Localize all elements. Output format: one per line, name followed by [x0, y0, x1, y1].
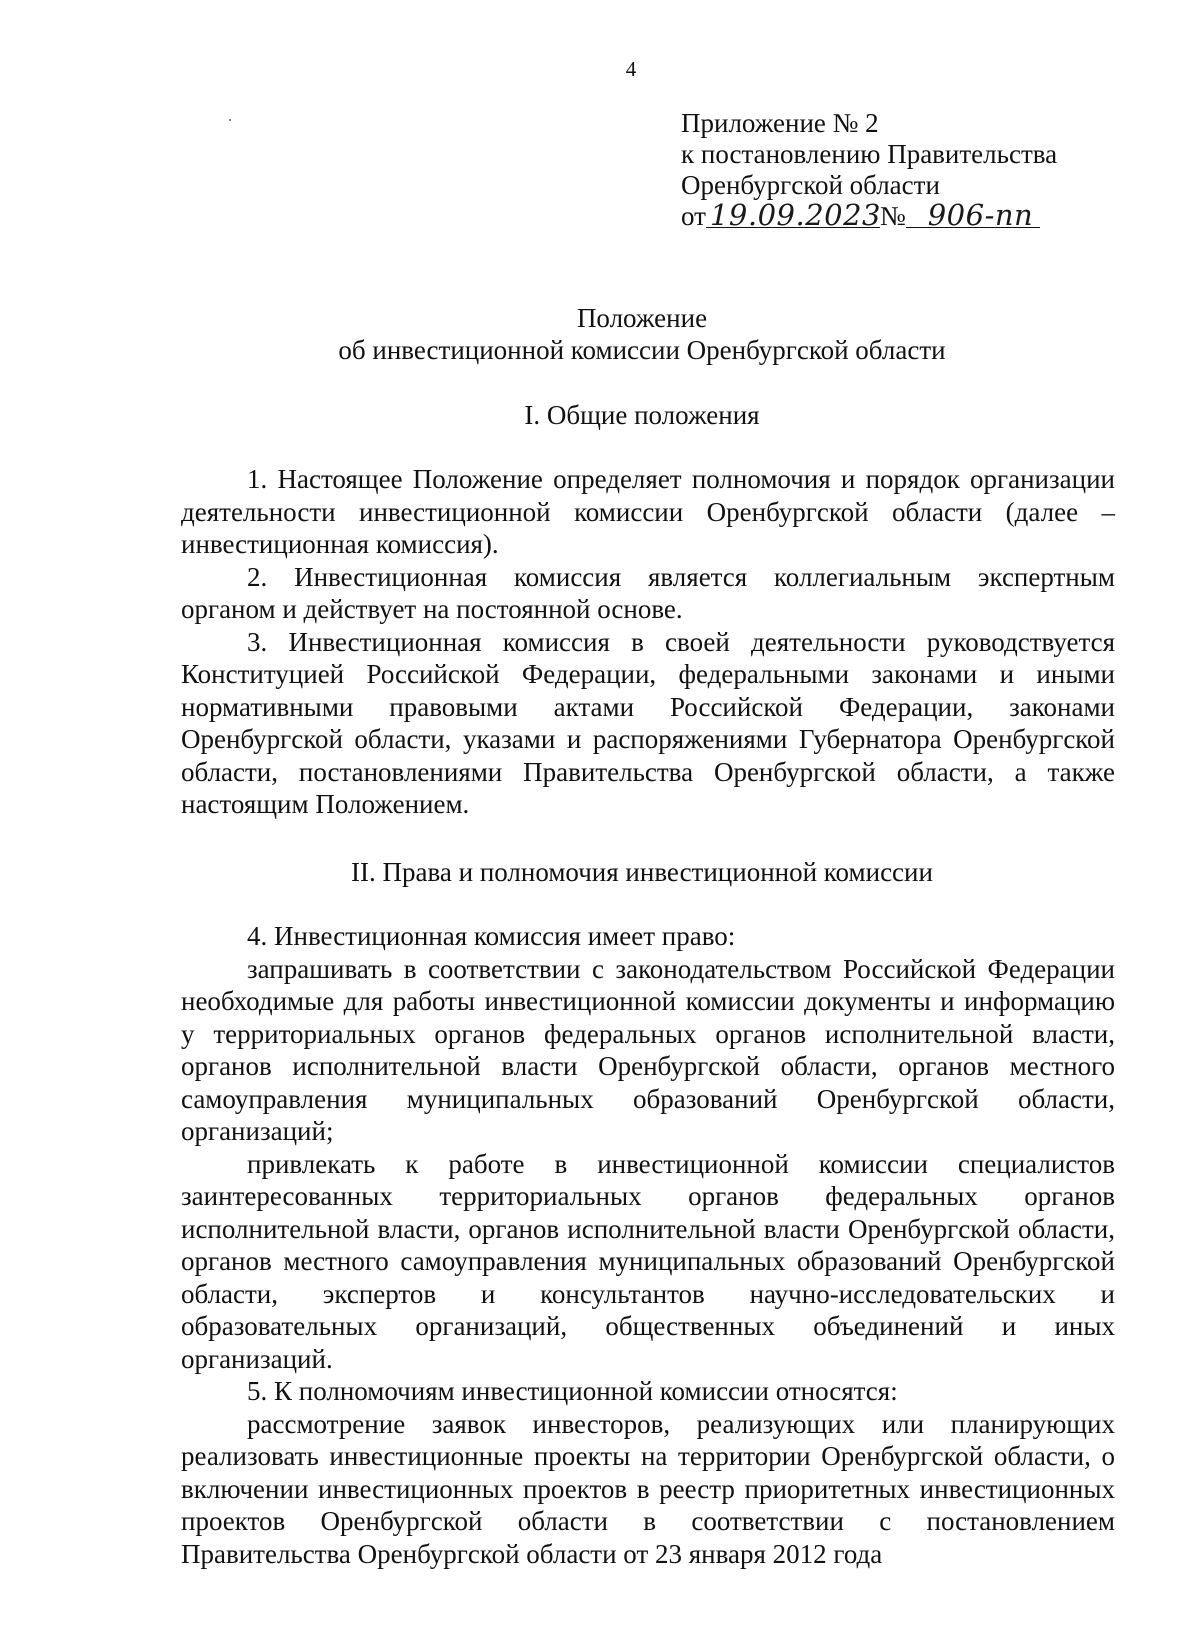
page-number: 4: [625, 57, 637, 81]
handwritten-date: 19.09.2023: [706, 203, 880, 228]
paragraph-1: 1. Настоящее Положение определяет полномочия и порядок организации деятельности инвестиционной комиссии Оренбургской области (далее –инвестиционная комиссия).: [181, 464, 1115, 559]
paragraph-3: 3. Инвестиционная комиссия в своей деятельности руководствуется Конституцией Российской Федерации, федеральными законами и иными нормативными правовыми актами Российской Федерации, законами Оренбургской области, указами и распоряжениями Губернатора Оренбургской области, постановлениями Правительства Оренбургской области, а также настоящим Положением.: [181, 626, 1115, 819]
paragraph-5: 5. К полномочиям инвестиционной комиссии относятся:: [247, 1376, 898, 1406]
appendix-title: Приложение № 2: [681, 108, 879, 138]
section2-body: [181, 920, 1115, 1570]
section1-body: [181, 463, 1115, 821]
number-label: №: [879, 201, 906, 231]
section1-heading: I. Общие положения: [524, 400, 760, 430]
appendix-region: Оренбургской области: [681, 170, 940, 200]
handwritten-number: 906-пп: [906, 203, 1040, 228]
document-title: Положение: [576, 303, 708, 333]
paragraph-4-item-2: привлекать к работе в инвестиционной комиссии специалистов заинтересованных территориальных органов федеральных органов исполнительной власти, органов исполнительной власти Оренбургской области, органов местного самоуправления муниципальных образований Оренбургской области, экспертов и консультантов научно-исследовательских и образовательных организаций, общественных объединений и иных организаций.: [181, 1148, 1115, 1374]
paragraph-5-item-1: рассмотрение заявок инвесторов, реализующих или планирующих реализовать инвестиционные проекты на территории Оренбургской области, о включении инвестиционных проектов в реестр приоритетных инвестиционных проектов Оренбургской области в соответствии с постановлением Правительства Оренбургской области от 23 января 2012 года: [181, 1408, 1115, 1569]
appendix-date-number-row: [681, 198, 1057, 232]
scan-speck: [229, 119, 231, 121]
document-subtitle: об инвестиционной комиссии Оренбургской области: [338, 335, 946, 365]
from-label: от: [681, 201, 706, 231]
paragraph-2: 2. Инвестиционная комиссия является коллегиальным экспертным органом и действует на постоянной основе.: [181, 561, 1115, 624]
paragraph-4-item-1: запрашивать в соответствии с законодательством Российской Федерации необходимые для работы инвестиционной комиссии документы и информацию у территориальных органов федеральных органов исполнительной власти, органов исполнительной власти Оренбургской области, органов местного самоуправления муниципальных образований Оренбургской области, организаций;: [181, 953, 1115, 1146]
paragraph-4: 4. Инвестиционная комиссия имеет право:: [247, 921, 736, 951]
section2-heading: II. Права и полномочия инвестиционной комиссии: [351, 857, 933, 887]
appendix-block: [681, 108, 1057, 232]
appendix-reference: к постановлению Правительства: [681, 139, 1058, 169]
